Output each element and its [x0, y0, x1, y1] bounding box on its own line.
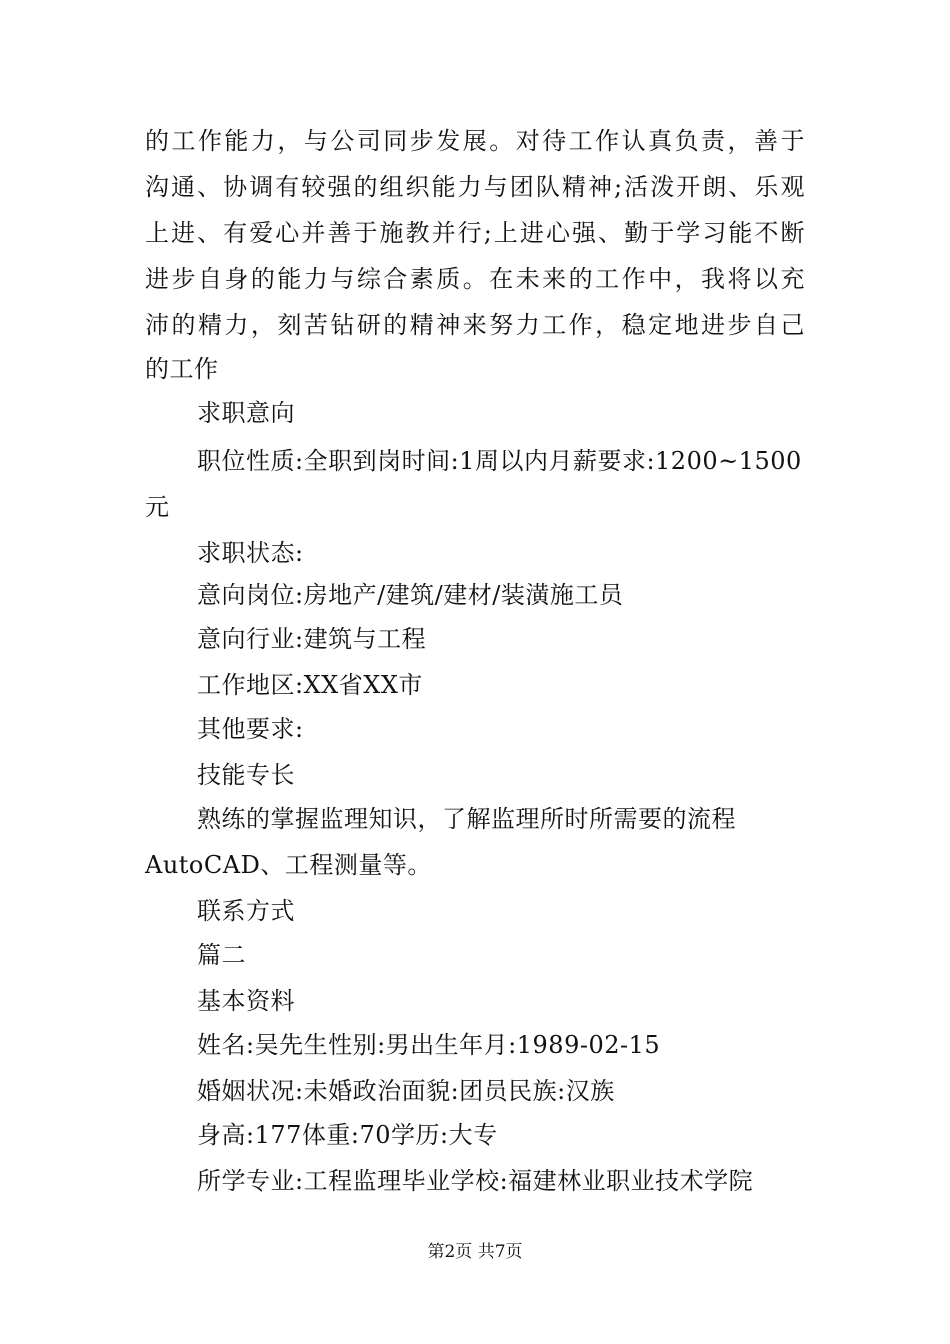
paragraph-line-6: 的工作 — [145, 355, 219, 383]
intended-industry-line: 意向行业:建筑与工程 — [197, 625, 427, 653]
page-number-footer: 第2页 共7页 — [427, 1242, 523, 1262]
job-status-line: 求职状态: — [197, 539, 304, 567]
paragraph-line-4: 进步自身的能力与综合素质。在未来的工作中，我将以充 — [145, 265, 805, 293]
other-requirements-line: 其他要求: — [197, 715, 304, 743]
skills-line-1: 熟练的掌握监理知识，了解监理所时所需要的流程 — [197, 805, 736, 833]
basic-info-heading: 基本资料 — [197, 987, 295, 1015]
skills-heading: 技能专长 — [197, 761, 295, 789]
job-intent-heading: 求职意向 — [197, 399, 295, 427]
marital-info-line: 婚姻状况:未婚政治面貌:团员民族:汉族 — [197, 1077, 615, 1105]
work-area-line: 工作地区:XX省XX市 — [197, 671, 423, 699]
paragraph-line-5: 沛的精力，刻苦钻研的精神来努力工作，稳定地进步自己 — [145, 311, 805, 339]
body-info-line: 身高:177体重:70学历:大专 — [197, 1121, 498, 1149]
paragraph-line-2: 沟通、协调有较强的组织能力与团队精神;活泼开朗、乐观 — [145, 173, 805, 201]
part-two-heading: 篇二 — [197, 941, 246, 969]
intended-position-line: 意向岗位:房地产/建筑/建材/装潢施工员 — [197, 581, 624, 609]
paragraph-line-1: 的工作能力，与公司同步发展。对待工作认真负责，善于 — [145, 127, 805, 155]
job-nature-continuation: 元 — [145, 493, 170, 521]
contact-heading: 联系方式 — [197, 897, 295, 925]
skills-line-2: AutoCAD、工程测量等。 — [145, 851, 432, 879]
major-info-line: 所学专业:工程监理毕业学校:福建林业职业技术学院 — [197, 1167, 754, 1195]
name-info-line: 姓名:吴先生性别:男出生年月:1989-02-15 — [197, 1031, 661, 1059]
job-nature-line: 职位性质:全职到岗时间:1周以内月薪要求:1200~1500 — [197, 447, 802, 475]
paragraph-line-3: 上进、有爱心并善于施教并行;上进心强、勤于学习能不断 — [145, 219, 805, 247]
